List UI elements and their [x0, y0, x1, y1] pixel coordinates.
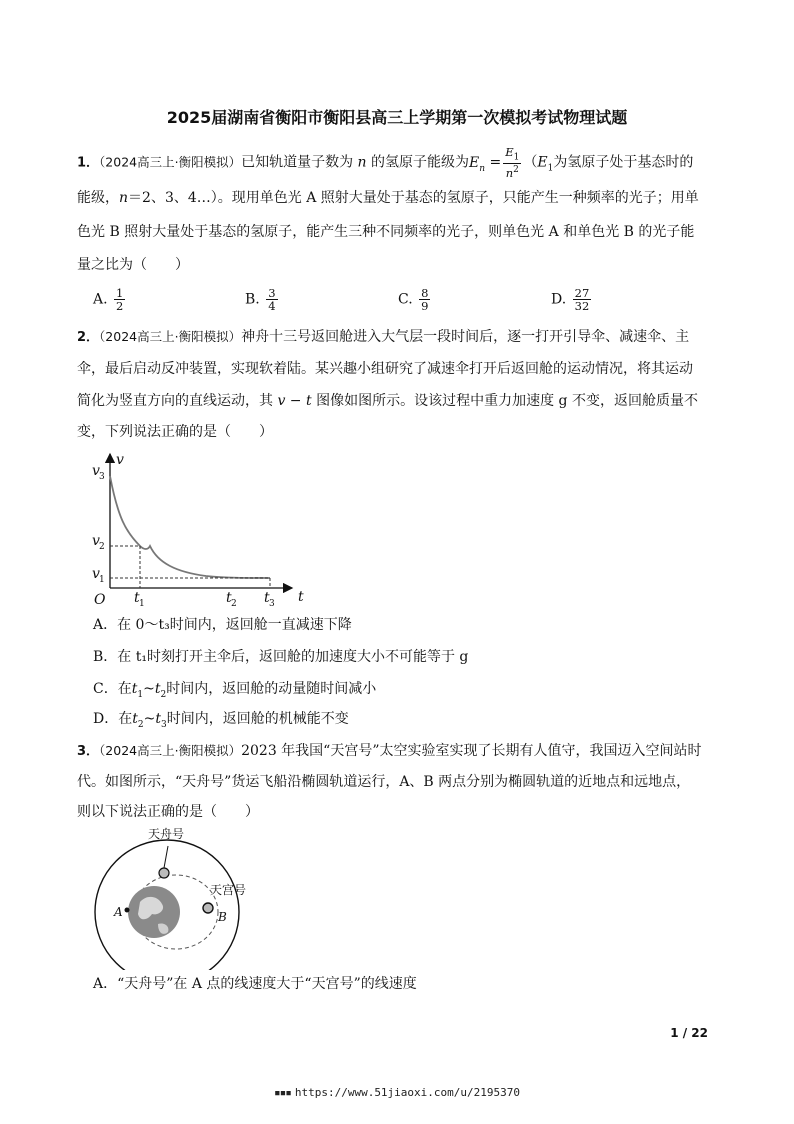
q1-text: ＝2、3、4…）。现用单色光 A 照射大量处于基态的氢原子，只能产生一种频率的光子；用单 [128, 190, 699, 206]
q3-source: （2024高三上·衡阳模拟） [99, 743, 242, 758]
q2-text: 图像如图所示。设该过程中重力加速度 g 不变，返回舱质量不 [316, 393, 698, 409]
origin-label: O [94, 592, 106, 608]
option-text: 时间内，返回舱的动量随时间减小 [166, 681, 377, 697]
q3-text: 2023 年我国“天宫号”太空实验室实现了长期有人值守，我国迈入空间站时 [241, 743, 702, 759]
q1-option-b[interactable] [245, 287, 280, 312]
option-label: A. [93, 291, 108, 308]
footer-url[interactable]: https://www.51jiaoxi.com/u/2195370 [294, 1086, 521, 1099]
v2-sub: 2 [99, 542, 105, 552]
footer-logo-icon: ▪▪▪ [273, 1086, 291, 1099]
q2-line3: 简化为竖直方向的直线运动，其 v − t 图像如图所示。设该过程中重力加速度 g 不变，返回舱质量不 [77, 393, 698, 409]
v1-sub: 1 [99, 575, 105, 585]
q1-source: （2024高三上·衡阳模拟） [99, 154, 242, 170]
q1-line2: 能级，n＝2、3、4…）。现用单色光 A 照射大量处于基态的氢原子，只能产生一种频率的光子；用单 [77, 190, 699, 206]
q2-option-b[interactable]: B．在 t₁时刻打开主伞后，返回舱的加速度大小不可能等于 g [93, 649, 469, 665]
page-title: 2025届湖南省衡阳市衡阳县高三上学期第一次模拟考试物理试题 [166, 108, 628, 127]
option-text: 时间内，返回舱的机械能不变 [166, 711, 349, 727]
vt-graph [86, 448, 316, 610]
v3-label: v [92, 463, 100, 479]
q3-number: 3． [77, 744, 100, 759]
q1-text: 的氢原子能级为 [371, 154, 470, 171]
page-number: 1 / 22 [670, 1026, 708, 1040]
t-axis-label: t [298, 589, 304, 605]
option-num: 27 [574, 286, 590, 300]
tiangong-station-icon [203, 903, 213, 913]
q2-line2: 伞，最后启动反冲装置，实现软着陆。某兴趣小组研究了减速伞打开后返回舱的运动情况，将其运动 [77, 361, 693, 377]
option-label: B. [245, 291, 260, 308]
v3-sub: 3 [99, 472, 105, 482]
q3-line2: 代。如图所示，“天舟号”货运飞船沿椭圆轨道运行，A、B 两点分别为椭圆轨道的近地点和远地点， [77, 774, 691, 790]
q3-line3: 则以下说法正确的是（ ） [77, 804, 259, 820]
q3-option-a[interactable]: A．“天舟号”在 A 点的线速度大于“天宫号”的线速度 [93, 976, 417, 992]
option-num: 3 [268, 286, 276, 300]
v1-label: v [92, 566, 100, 582]
tianzhou-pointer [164, 846, 168, 868]
t1-sub: 1 [139, 599, 145, 609]
q1-option-a[interactable] [93, 287, 127, 312]
t2-label: t [226, 590, 232, 606]
q1-text: 已知轨道量子数为 [241, 154, 354, 171]
option-text: D．在 [93, 711, 133, 727]
q1-line3: 色光 B 照射大量处于基态的氢原子，能产生三种不同频率的光子，则单色光 A 和单色光 B 的光子能 [77, 224, 695, 240]
q1-line4: 量之比为（ ） [77, 257, 189, 273]
q2-text: 神舟十三号返回舱进入大气层一段时间后，逐一打开引导伞、减速伞、主 [241, 329, 690, 345]
v2-label: v [92, 533, 100, 549]
tiangong-label: 天宫号 [210, 883, 247, 897]
point-b-label: B [218, 910, 227, 924]
v-axis-label: v [116, 452, 124, 468]
q1-number: 1． [77, 155, 100, 171]
option-num: 1 [116, 286, 124, 300]
vt-curve [110, 476, 270, 578]
option-label: D. [551, 291, 567, 308]
q2-option-d[interactable]: D．在$t_2\sim t_3$时间内，返回舱的机械能不变 [93, 711, 349, 730]
q2-source: （2024高三上·衡阳模拟） [99, 329, 242, 344]
q2-option-c[interactable]: C．在$t_1\sim t_2$时间内，返回舱的动量随时间减小 [93, 681, 377, 700]
option-num: 8 [421, 286, 429, 300]
t2-sub: 2 [231, 599, 237, 609]
tianzhou-craft-icon [159, 868, 169, 878]
option-den: 2 [116, 299, 124, 313]
q2-text: 简化为竖直方向的直线运动，其 [77, 393, 273, 409]
orbit-figure [92, 824, 262, 970]
option-den: 4 [268, 299, 276, 313]
q1-text: 能级， [77, 190, 119, 206]
option-text: C．在 [93, 681, 132, 697]
q1-text: 为氢原子处于基态时的 [553, 154, 694, 171]
footer [0, 1086, 794, 1099]
q2-line4: 变，下列说法正确的是（ ） [77, 424, 273, 440]
q1-option-c[interactable] [398, 287, 432, 312]
t3-sub: 3 [269, 599, 275, 609]
option-den: 9 [421, 299, 429, 313]
q1-formula: $\frac{E_1}{n^2}$ [505, 145, 520, 181]
q1-line1: 1．（2024高三上·衡阳模拟）已知轨道量子数为 n 的氢原子能级为$E_n$ = $\frac{E_1}{n^2}$ （$E_1$为氢原子处于基态时的 [77, 145, 694, 181]
option-label: C. [398, 291, 413, 308]
option-den: 32 [574, 299, 590, 313]
tianzhou-label: 天舟号 [148, 827, 185, 841]
t1-label: t [134, 590, 140, 606]
q3-line1 [77, 741, 702, 762]
q2-line1 [77, 327, 689, 348]
q2-option-a[interactable]: A．在 0～t₃时间内，返回舱一直减速下降 [93, 617, 352, 633]
t3-label: t [264, 590, 270, 606]
point-a [125, 908, 130, 913]
point-a-label: A [114, 905, 123, 919]
q1-option-d[interactable] [551, 287, 593, 312]
q2-number: 2． [77, 330, 100, 345]
